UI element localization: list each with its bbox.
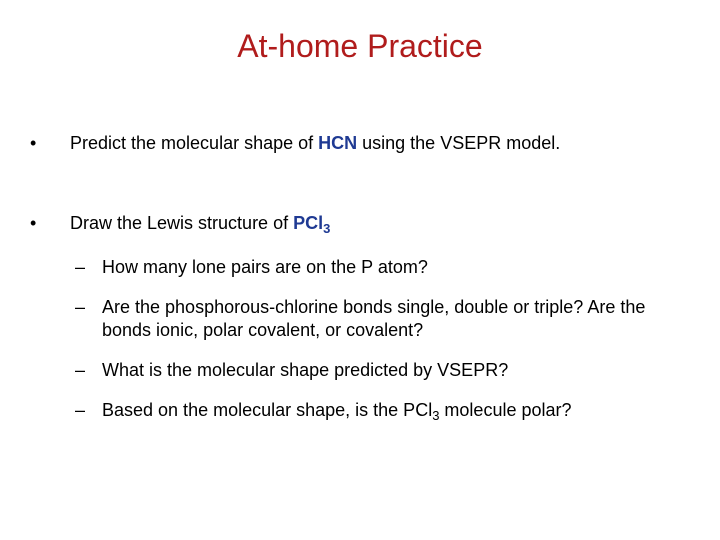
bullet-text-pre: Draw the Lewis structure of bbox=[70, 213, 294, 233]
sub-marker: – bbox=[75, 400, 86, 420]
formula-pcl: PCl bbox=[293, 213, 324, 233]
bullet-item-hcn bbox=[30, 132, 560, 154]
sub-text-post: molecule polar? bbox=[439, 400, 572, 420]
formula-subscript: 3 bbox=[323, 221, 331, 236]
sub-text-pre: Based on the molecular shape, is the PCl bbox=[102, 400, 433, 420]
sub-marker: – bbox=[75, 360, 86, 380]
sub-item-text: What is the molecular shape predicted by VSEPR? bbox=[102, 360, 509, 380]
sub-item-text: Are the phosphorous-chlorine bonds single, double or triple? Are the bonds ionic, polar covalent, or covalent? bbox=[102, 297, 646, 340]
sub-item-shape bbox=[75, 359, 675, 382]
bullet-highlight-pcl3 bbox=[293, 213, 331, 236]
bullet-text-pre: Predict the molecular shape of bbox=[70, 133, 319, 153]
formula-subscript: 3 bbox=[432, 408, 440, 423]
sub-item-text: How many lone pairs are on the P atom? bbox=[102, 257, 428, 277]
bullet-text-post: using the VSEPR model. bbox=[357, 133, 561, 153]
sub-item-lone-pairs bbox=[75, 256, 675, 279]
sub-item-polarity bbox=[75, 399, 675, 422]
bullet-marker: • bbox=[30, 213, 37, 233]
sub-marker: – bbox=[75, 257, 86, 277]
bullet-marker: • bbox=[30, 133, 37, 153]
sub-marker: – bbox=[75, 297, 86, 317]
sub-item-bonds bbox=[75, 296, 675, 342]
bullet-item-pcl3 bbox=[30, 212, 330, 234]
sub-item-text bbox=[102, 399, 675, 422]
bullet-highlight-hcn: HCN bbox=[318, 133, 358, 153]
slide-title: At-home Practice bbox=[237, 28, 483, 64]
